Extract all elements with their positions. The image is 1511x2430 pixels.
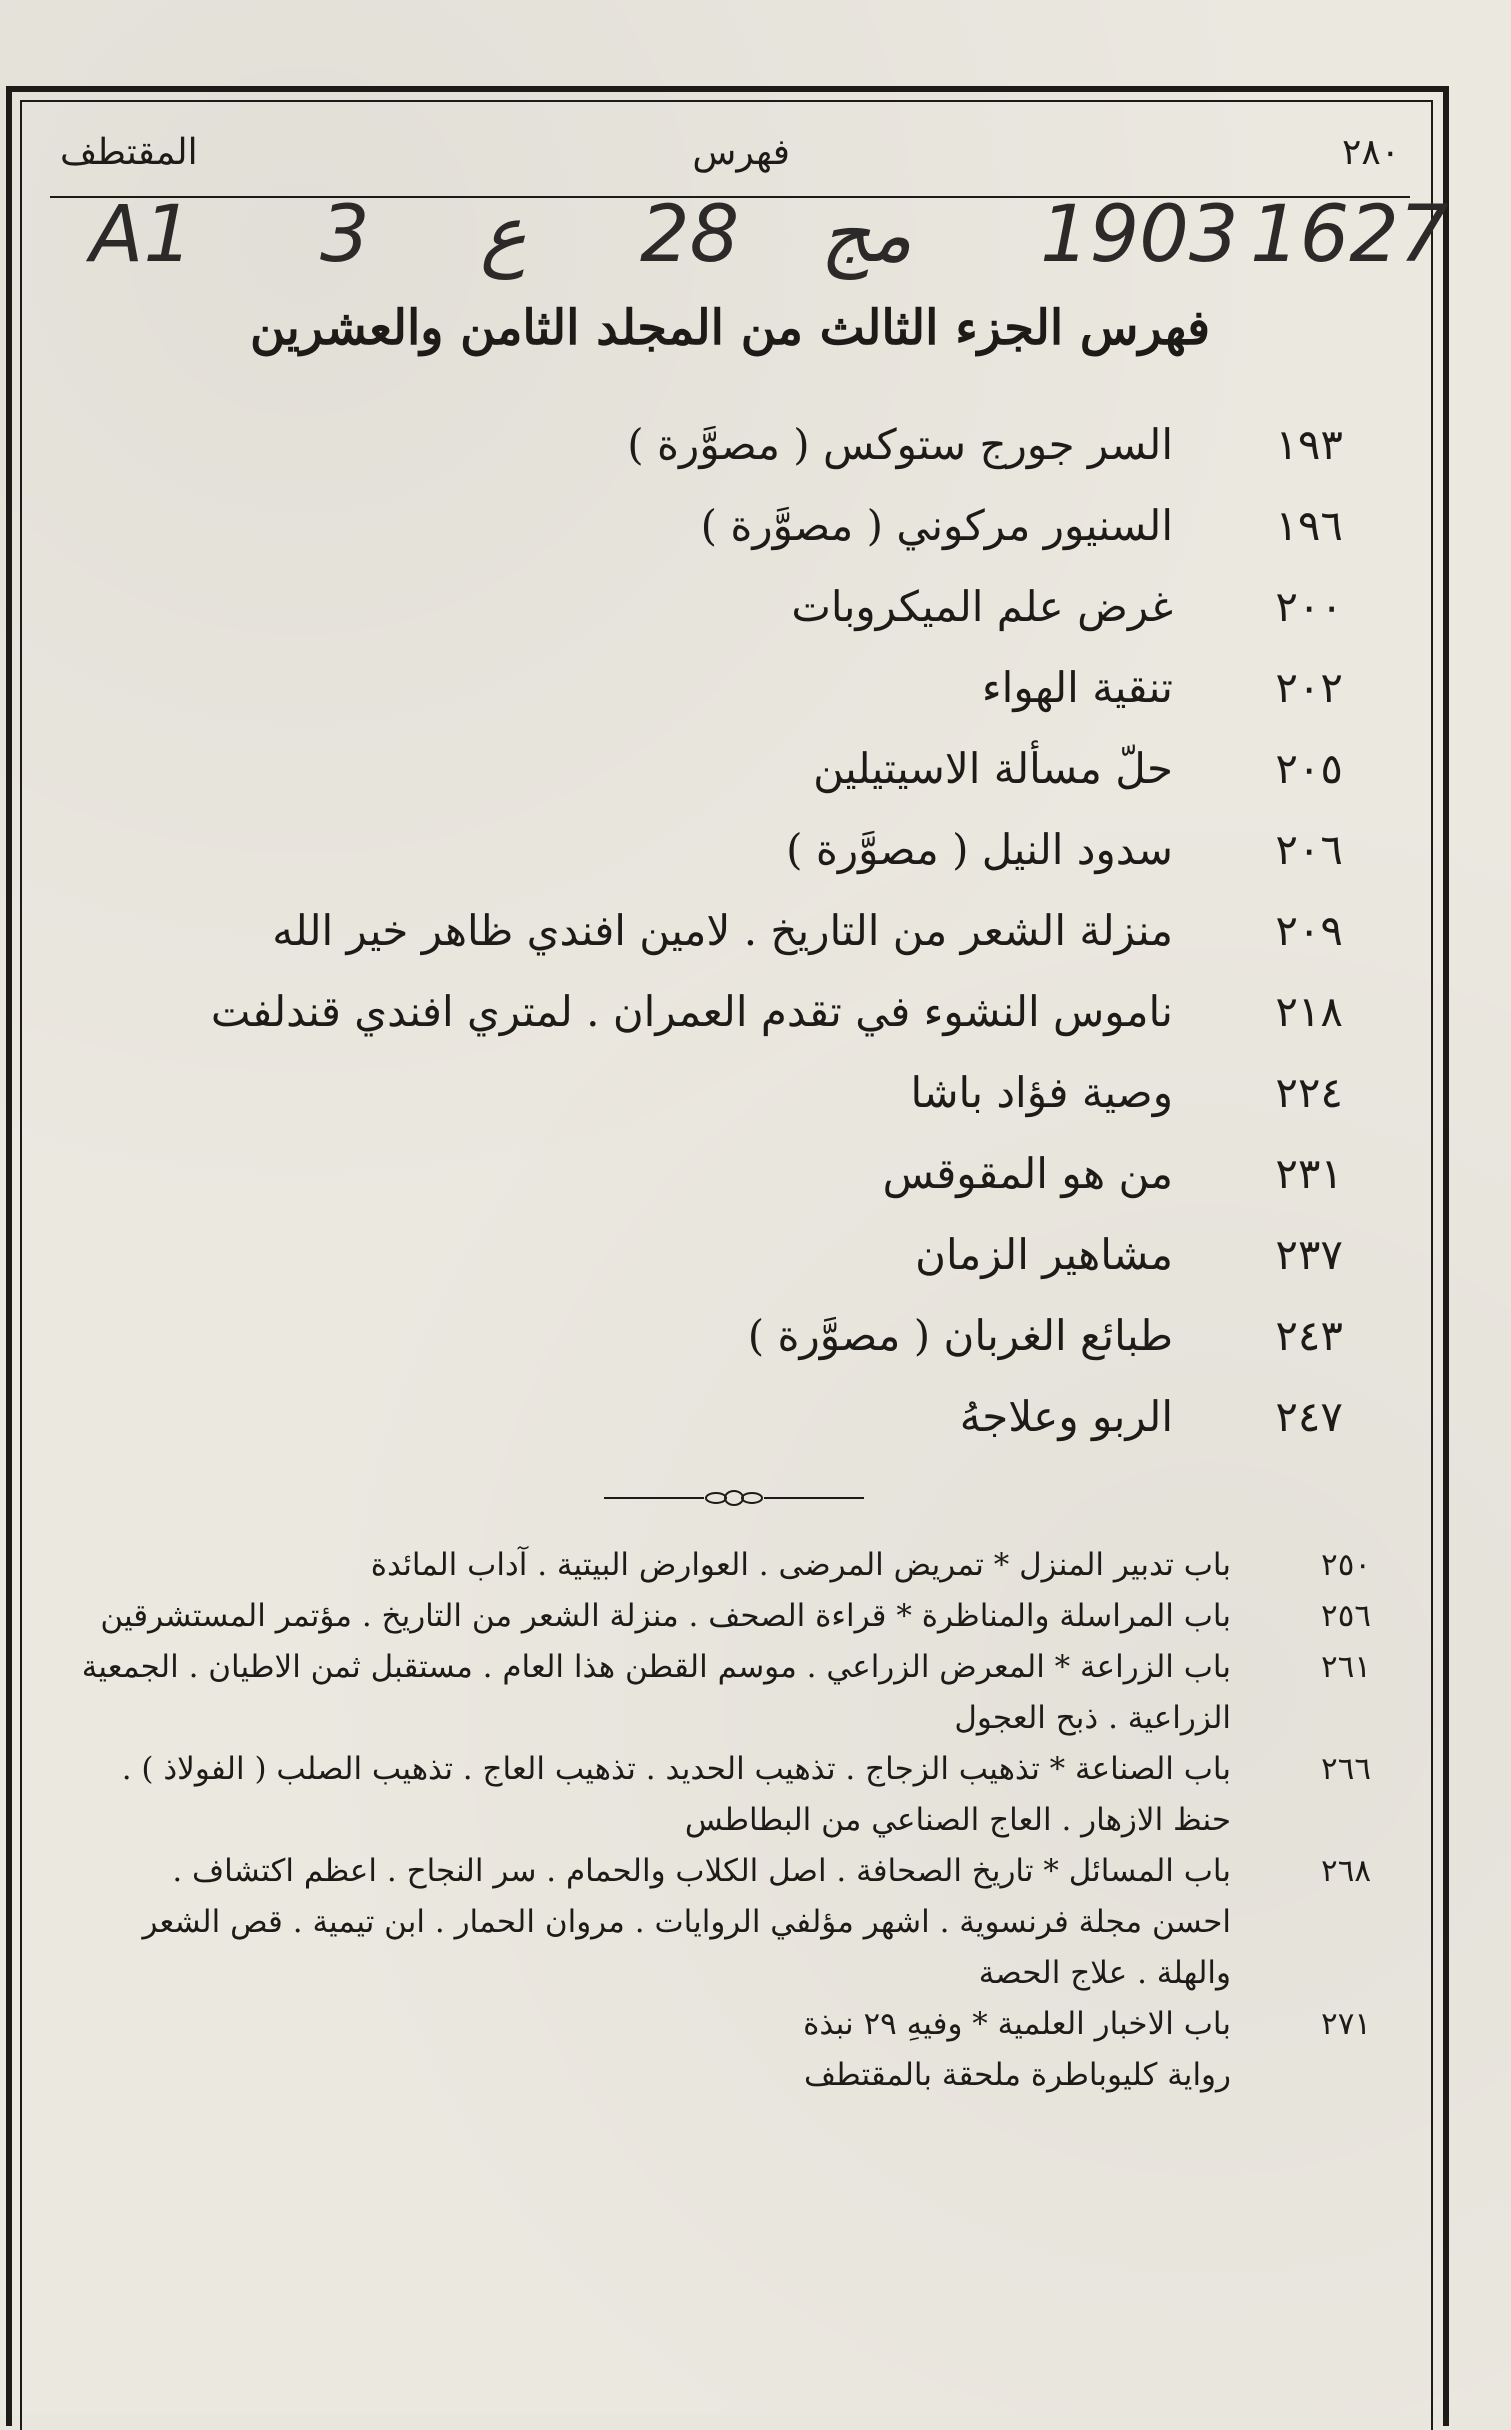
toc-entry	[243, 1068, 1343, 1149]
section-entry	[111, 1846, 1371, 1999]
toc-page-number: ٢٣١	[1275, 1149, 1343, 1198]
handnote-part: مج	[820, 190, 913, 280]
header-journal-name: المقتطف	[60, 132, 198, 173]
index-title: فهرس الجزء الثالث من المجلد الثامن والعشرين	[249, 300, 1211, 356]
handnote-part: 1627	[1250, 190, 1449, 280]
toc-page-number: ٢٢٤	[1275, 1068, 1343, 1117]
section-entry	[111, 1999, 1371, 2101]
toc-entry	[243, 1230, 1343, 1311]
section-text-line: رواية كليوباطرة ملحقة بالمقتطف	[803, 2057, 1231, 2093]
toc-entry-title: السر جورج ستوكس ( مصوَّرة )	[627, 420, 1173, 469]
section-text-line: باب الاخبار العلمية * وفيهِ ٢٩ نبذة	[803, 2006, 1231, 2042]
toc-page-number: ٢٤٧	[1275, 1392, 1343, 1441]
section-entry	[100, 1591, 1371, 1642]
section-page-number: ٢٦٦	[1321, 1751, 1371, 1787]
section-page-number: ٢٥٠	[1321, 1547, 1371, 1583]
toc-entry	[243, 744, 1343, 825]
toc-entry-title: وصية فؤاد باشا	[910, 1068, 1173, 1117]
table-of-contents	[210, 420, 1343, 1473]
toc-entry	[243, 663, 1343, 744]
handnote-part: 28	[640, 190, 740, 280]
section-page-number: ٢٦١	[1321, 1649, 1371, 1685]
section-page-number: ٢٦٨	[1321, 1853, 1371, 1889]
toc-entry	[243, 825, 1343, 906]
section-entry	[81, 1642, 1371, 1744]
toc-page-number: ٢٠٠	[1275, 582, 1343, 631]
toc-entry-title: منزلة الشعر من التاريخ . لامين افندي ظاهر خير الله	[272, 906, 1173, 955]
toc-page-number: ١٩٦	[1275, 501, 1343, 550]
header-title: فهرس	[692, 132, 790, 173]
handwritten-annotation	[60, 190, 1449, 300]
toc-entry	[243, 906, 1343, 987]
section-page-number: ٢٧١	[1321, 2006, 1371, 2042]
toc-page-number: ١٩٣	[1275, 420, 1343, 469]
toc-entry	[243, 1392, 1343, 1473]
section-text-line: احسن مجلة فرنسوية . اشهر مؤلفي الروايات . مروان الحمار . ابن تيمية . قص الشعر	[142, 1904, 1231, 1940]
section-entry	[111, 1744, 1371, 1846]
toc-entry-title: ناموس النشوء في تقدم العمران . لمتري افندي قندلفت	[210, 987, 1173, 1036]
toc-entry	[210, 987, 1343, 1068]
toc-entry-title: الربو وعلاجهُ	[959, 1392, 1173, 1441]
section-text-line: باب الزراعة * المعرض الزراعي . موسم القطن هذا العام . مستقبل ثمن الاطيان . الجمعية	[81, 1649, 1231, 1685]
toc-entry-title: حلّ مسألة الاسيتيلين	[813, 744, 1173, 793]
section-text-line: والهلة . علاج الحصة	[978, 1955, 1231, 1991]
section-page-number: ٢٥٦	[1321, 1598, 1371, 1634]
toc-page-number: ٢٤٣	[1275, 1311, 1343, 1360]
toc-entry-title: تنقية الهواء	[981, 663, 1173, 712]
toc-entry	[243, 1149, 1343, 1230]
toc-entry-title: مشاهير الزمان	[915, 1230, 1173, 1279]
toc-entry-title: سدود النيل ( مصوَّرة )	[786, 825, 1173, 874]
section-text-line: باب الصناعة * تذهيب الزجاج . تذهيب الحديد . تذهيب العاج . تذهيب الصلب ( الفولاذ ) .	[121, 1751, 1231, 1787]
toc-page-number: ٢٠٩	[1275, 906, 1343, 955]
toc-entry-title: السنيور مركوني ( مصوَّرة )	[700, 501, 1173, 550]
toc-page-number: ٢١٨	[1275, 987, 1343, 1036]
handnote-part: 3	[320, 190, 370, 280]
handnote-part: A1	[90, 190, 193, 280]
toc-entry-title: طبائع الغربان ( مصوَّرة )	[747, 1311, 1173, 1360]
running-header	[60, 132, 1400, 192]
toc-entry	[243, 501, 1343, 582]
section-entry	[111, 1540, 1371, 1591]
toc-page-number: ٢٠٥	[1275, 744, 1343, 793]
handnote-part: ع	[480, 190, 527, 280]
toc-page-number: ٢٠٦	[1275, 825, 1343, 874]
section-text-line: الزراعية . ذبح العجول	[954, 1700, 1231, 1736]
section-text-line: باب تدبير المنزل * تمريض المرضى . العوارض البيتية . آداب المائدة	[370, 1547, 1231, 1583]
sections-index	[81, 1540, 1371, 2101]
toc-entry	[243, 420, 1343, 501]
toc-page-number: ٢٠٢	[1275, 663, 1343, 712]
section-text-line: باب المسائل * تاريخ الصحافة . اصل الكلاب والحمام . سر النجاح . اعظم اكتشاف .	[172, 1853, 1231, 1889]
header-page-number: ٢٨٠	[1341, 132, 1400, 173]
toc-entry	[243, 1311, 1343, 1392]
section-text-line: باب المراسلة والمناظرة * قراءة الصحف . منزلة الشعر من التاريخ . مؤتمر المستشرقين	[100, 1598, 1231, 1634]
toc-entry-title: من هو المقوقس	[882, 1149, 1173, 1198]
toc-page-number: ٢٣٧	[1275, 1230, 1343, 1279]
ornament-divider	[604, 1486, 864, 1510]
handnote-part: 1903	[1040, 190, 1239, 280]
toc-entry	[243, 582, 1343, 663]
section-text-line: حنظ الازهار . العاج الصناعي من البطاطس	[684, 1802, 1231, 1838]
toc-entry-title: غرض علم الميكروبات	[791, 582, 1173, 631]
